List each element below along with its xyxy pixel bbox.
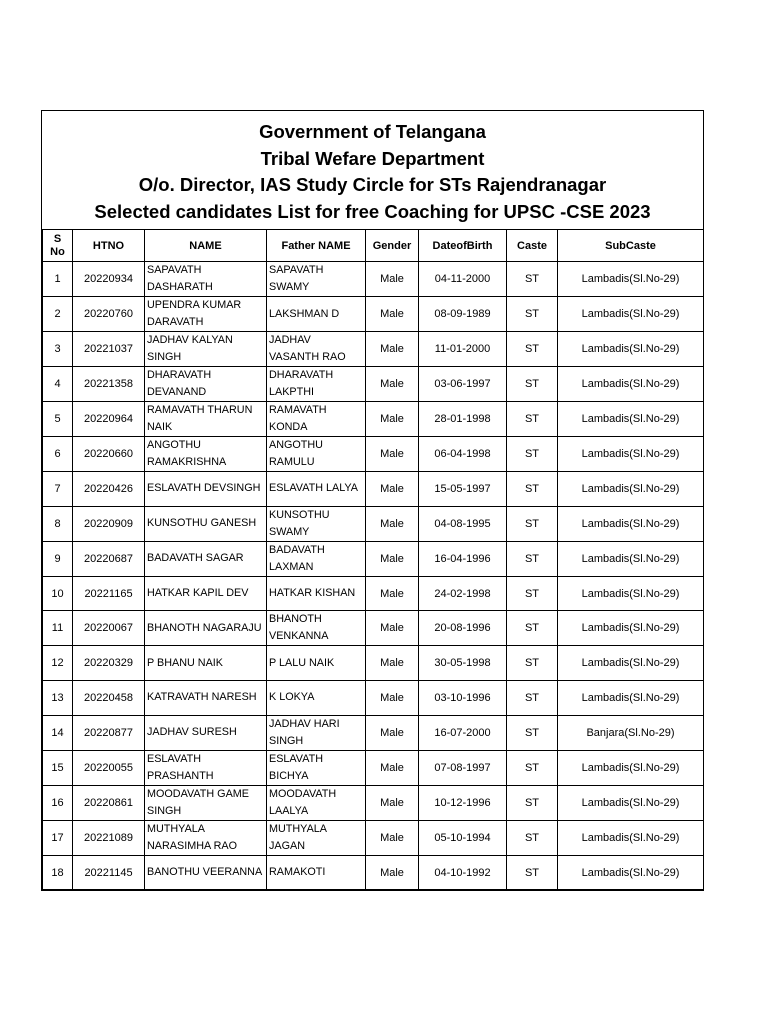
cell-sno: 1	[43, 262, 73, 297]
list-title: Selected candidates List for free Coaching for UPSC -CSE 2023	[94, 200, 651, 222]
cell-sno: 11	[43, 611, 73, 646]
cell-caste: ST	[507, 785, 558, 820]
cell-caste: ST	[507, 332, 558, 367]
cell-subcaste: Lambadis(Sl.No-29)	[558, 297, 704, 332]
cell-htno: 20220909	[73, 506, 145, 541]
cell-subcaste: Lambadis(Sl.No-29)	[558, 332, 704, 367]
office-title: O/o. Director, IAS Study Circle for STs Rajendranagar	[138, 174, 607, 195]
cell-date-of-birth: 04-08-1995	[419, 506, 507, 541]
table-row	[43, 541, 704, 576]
cell-sno: 4	[43, 367, 73, 402]
cell-father-name: RAMAKOTI	[267, 855, 366, 890]
cell-date-of-birth: 11-01-2000	[419, 332, 507, 367]
cell-subcaste: Lambadis(Sl.No-29)	[558, 646, 704, 681]
col-header-caste: Caste	[507, 230, 558, 262]
cell-sno: 8	[43, 506, 73, 541]
cell-htno: 20221165	[73, 576, 145, 611]
col-header-date-of-birth: DateofBirth	[419, 230, 507, 262]
cell-father-name: K LOKYA	[267, 681, 366, 716]
cell-sno: 15	[43, 750, 73, 785]
table-row	[43, 820, 704, 855]
cell-name: BADAVATH SAGAR	[145, 541, 267, 576]
cell-father-name: P LALU NAIK	[267, 646, 366, 681]
cell-gender: Male	[366, 646, 419, 681]
cell-caste: ST	[507, 681, 558, 716]
cell-name: HATKAR KAPIL DEV	[145, 576, 267, 611]
cell-subcaste: Lambadis(Sl.No-29)	[558, 750, 704, 785]
cell-father-name: HATKAR KISHAN	[267, 576, 366, 611]
cell-sno: 16	[43, 785, 73, 820]
cell-name: KUNSOTHU GANESH	[145, 506, 267, 541]
document-sheet	[41, 110, 704, 891]
cell-subcaste: Lambadis(Sl.No-29)	[558, 855, 704, 890]
col-header-subcaste: SubCaste	[558, 230, 704, 262]
cell-gender: Male	[366, 332, 419, 367]
table-row	[43, 262, 704, 297]
table-row	[43, 367, 704, 402]
cell-gender: Male	[366, 611, 419, 646]
table-header-row	[43, 230, 704, 262]
table-row	[43, 785, 704, 820]
cell-htno: 20220964	[73, 402, 145, 437]
cell-name: KATRAVATH NARESH	[145, 681, 267, 716]
cell-name: UPENDRA KUMAR DARAVATH	[145, 297, 267, 332]
cell-caste: ST	[507, 715, 558, 750]
cell-gender: Male	[366, 367, 419, 402]
cell-gender: Male	[366, 715, 419, 750]
cell-date-of-birth: 08-09-1989	[419, 297, 507, 332]
cell-father-name: BADAVATH LAXMAN	[267, 541, 366, 576]
cell-date-of-birth: 24-02-1998	[419, 576, 507, 611]
cell-date-of-birth: 04-11-2000	[419, 262, 507, 297]
cell-htno: 20220760	[73, 297, 145, 332]
cell-name: SAPAVATH DASHARATH	[145, 262, 267, 297]
cell-father-name: ESLAVATH LALYA	[267, 472, 366, 507]
cell-sno: 12	[43, 646, 73, 681]
cell-date-of-birth: 06-04-1998	[419, 437, 507, 472]
table-row	[43, 715, 704, 750]
cell-date-of-birth: 16-04-1996	[419, 541, 507, 576]
cell-date-of-birth: 20-08-1996	[419, 611, 507, 646]
cell-htno: 20220055	[73, 750, 145, 785]
cell-name: MOODAVATH GAME SINGH	[145, 785, 267, 820]
government-title: Government of Telangana	[259, 121, 486, 142]
cell-father-name: LAKSHMAN D	[267, 297, 366, 332]
cell-date-of-birth: 30-05-1998	[419, 646, 507, 681]
cell-subcaste: Lambadis(Sl.No-29)	[558, 506, 704, 541]
cell-sno: 6	[43, 437, 73, 472]
cell-father-name: RAMAVATH KONDA	[267, 402, 366, 437]
table-row	[43, 611, 704, 646]
table-row	[43, 646, 704, 681]
cell-caste: ST	[507, 437, 558, 472]
col-header-htno: HTNO	[73, 230, 145, 262]
cell-htno: 20220660	[73, 437, 145, 472]
cell-caste: ST	[507, 611, 558, 646]
cell-name: MUTHYALA NARASIMHA RAO	[145, 820, 267, 855]
col-header-sno-bottom: No	[50, 245, 65, 258]
cell-date-of-birth: 10-12-1996	[419, 785, 507, 820]
cell-gender: Male	[366, 541, 419, 576]
cell-name: ESLAVATH DEVSINGH	[145, 472, 267, 507]
cell-htno: 20220934	[73, 262, 145, 297]
cell-subcaste: Lambadis(Sl.No-29)	[558, 402, 704, 437]
cell-sno: 14	[43, 715, 73, 750]
cell-subcaste: Lambadis(Sl.No-29)	[558, 785, 704, 820]
title-block	[42, 111, 703, 229]
cell-date-of-birth: 28-01-1998	[419, 402, 507, 437]
table-row	[43, 506, 704, 541]
cell-sno: 9	[43, 541, 73, 576]
cell-subcaste: Lambadis(Sl.No-29)	[558, 437, 704, 472]
cell-htno: 20220329	[73, 646, 145, 681]
cell-name: JADHAV SURESH	[145, 715, 267, 750]
cell-gender: Male	[366, 681, 419, 716]
cell-name: P BHANU NAIK	[145, 646, 267, 681]
cell-sno: 17	[43, 820, 73, 855]
table-row	[43, 332, 704, 367]
cell-sno: 13	[43, 681, 73, 716]
cell-gender: Male	[366, 402, 419, 437]
cell-name: BHANOTH NAGARAJU	[145, 611, 267, 646]
table-row	[43, 576, 704, 611]
col-header-sno-top: S	[53, 232, 62, 245]
col-header-gender: Gender	[366, 230, 419, 262]
cell-caste: ST	[507, 262, 558, 297]
cell-caste: ST	[507, 367, 558, 402]
cell-father-name: ESLAVATH BICHYA	[267, 750, 366, 785]
cell-subcaste: Lambadis(Sl.No-29)	[558, 367, 704, 402]
table-row	[43, 437, 704, 472]
table-row	[43, 472, 704, 507]
cell-subcaste: Lambadis(Sl.No-29)	[558, 262, 704, 297]
cell-father-name: JADHAV HARI SINGH	[267, 715, 366, 750]
cell-father-name: MOODAVATH LAALYA	[267, 785, 366, 820]
cell-subcaste: Banjara(Sl.No-29)	[558, 715, 704, 750]
cell-caste: ST	[507, 297, 558, 332]
cell-name: JADHAV KALYAN SINGH	[145, 332, 267, 367]
col-header-sno	[43, 230, 73, 262]
cell-father-name: DHARAVATH LAKPTHI	[267, 367, 366, 402]
cell-sno: 2	[43, 297, 73, 332]
col-header-name: NAME	[145, 230, 267, 262]
cell-date-of-birth: 05-10-1994	[419, 820, 507, 855]
candidates-table	[42, 229, 704, 890]
cell-htno: 20220426	[73, 472, 145, 507]
cell-date-of-birth: 04-10-1992	[419, 855, 507, 890]
department-title: Tribal Wefare Department	[260, 147, 485, 169]
cell-father-name: JADHAV VASANTH RAO	[267, 332, 366, 367]
cell-gender: Male	[366, 437, 419, 472]
cell-htno: 20221089	[73, 820, 145, 855]
table-row	[43, 402, 704, 437]
cell-name: DHARAVATH DEVANAND	[145, 367, 267, 402]
cell-father-name: ANGOTHU RAMULU	[267, 437, 366, 472]
cell-name: ESLAVATH PRASHANTH	[145, 750, 267, 785]
cell-subcaste: Lambadis(Sl.No-29)	[558, 541, 704, 576]
cell-sno: 7	[43, 472, 73, 507]
cell-htno: 20220458	[73, 681, 145, 716]
cell-caste: ST	[507, 855, 558, 890]
cell-caste: ST	[507, 402, 558, 437]
cell-gender: Male	[366, 297, 419, 332]
cell-sno: 18	[43, 855, 73, 890]
cell-sno: 3	[43, 332, 73, 367]
table-row	[43, 855, 704, 890]
cell-father-name: BHANOTH VENKANNA	[267, 611, 366, 646]
cell-caste: ST	[507, 506, 558, 541]
table-row	[43, 681, 704, 716]
cell-date-of-birth: 16-07-2000	[419, 715, 507, 750]
cell-gender: Male	[366, 855, 419, 890]
cell-subcaste: Lambadis(Sl.No-29)	[558, 820, 704, 855]
cell-caste: ST	[507, 646, 558, 681]
cell-gender: Male	[366, 576, 419, 611]
cell-gender: Male	[366, 262, 419, 297]
cell-htno: 20221037	[73, 332, 145, 367]
cell-htno: 20220067	[73, 611, 145, 646]
cell-date-of-birth: 03-06-1997	[419, 367, 507, 402]
cell-date-of-birth: 03-10-1996	[419, 681, 507, 716]
cell-father-name: SAPAVATH SWAMY	[267, 262, 366, 297]
cell-sno: 10	[43, 576, 73, 611]
cell-caste: ST	[507, 472, 558, 507]
cell-subcaste: Lambadis(Sl.No-29)	[558, 472, 704, 507]
cell-caste: ST	[507, 750, 558, 785]
cell-htno: 20220687	[73, 541, 145, 576]
cell-caste: ST	[507, 576, 558, 611]
cell-htno: 20220877	[73, 715, 145, 750]
cell-father-name: MUTHYALA JAGAN	[267, 820, 366, 855]
cell-htno: 20220861	[73, 785, 145, 820]
cell-subcaste: Lambadis(Sl.No-29)	[558, 611, 704, 646]
cell-gender: Male	[366, 506, 419, 541]
cell-date-of-birth: 15-05-1997	[419, 472, 507, 507]
cell-subcaste: Lambadis(Sl.No-29)	[558, 681, 704, 716]
cell-subcaste: Lambadis(Sl.No-29)	[558, 576, 704, 611]
table-row	[43, 297, 704, 332]
cell-name: RAMAVATH THARUN NAIK	[145, 402, 267, 437]
col-header-father-name: Father NAME	[267, 230, 366, 262]
cell-gender: Male	[366, 820, 419, 855]
cell-gender: Male	[366, 785, 419, 820]
cell-gender: Male	[366, 750, 419, 785]
cell-father-name: KUNSOTHU SWAMY	[267, 506, 366, 541]
table-row	[43, 750, 704, 785]
cell-sno: 5	[43, 402, 73, 437]
cell-htno: 20221358	[73, 367, 145, 402]
cell-name: BANOTHU VEERANNA	[145, 855, 267, 890]
cell-caste: ST	[507, 541, 558, 576]
cell-caste: ST	[507, 820, 558, 855]
table-body	[43, 262, 704, 890]
cell-gender: Male	[366, 472, 419, 507]
cell-date-of-birth: 07-08-1997	[419, 750, 507, 785]
cell-htno: 20221145	[73, 855, 145, 890]
cell-name: ANGOTHU RAMAKRISHNA	[145, 437, 267, 472]
